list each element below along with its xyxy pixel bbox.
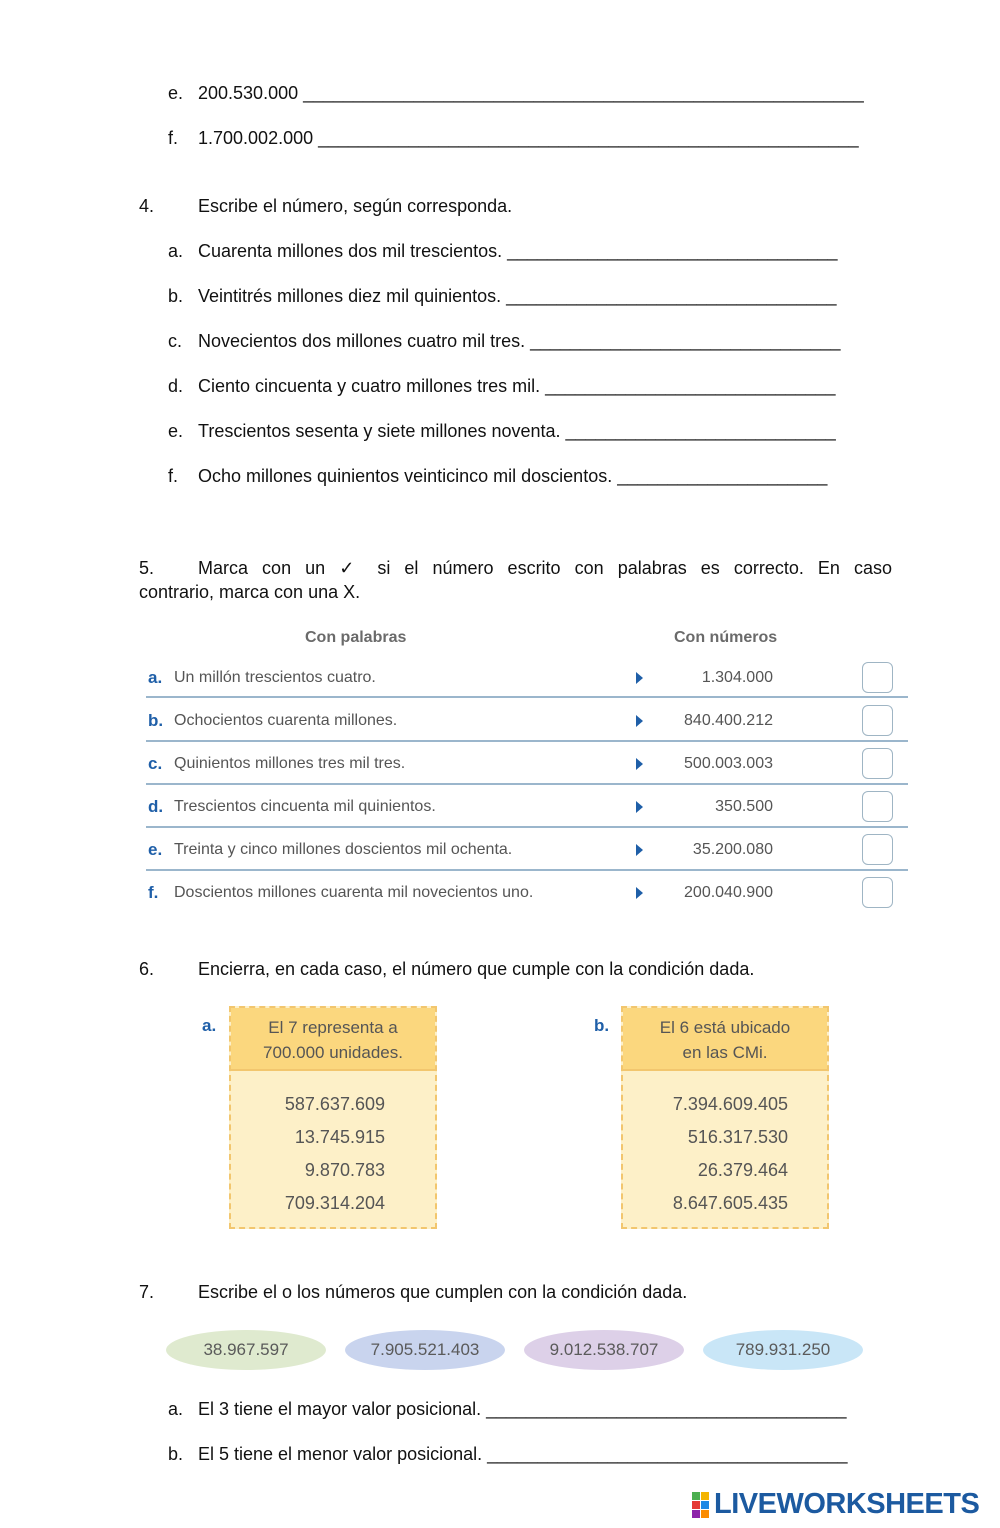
arrow-right-icon: [636, 715, 643, 727]
row-letter: a.: [148, 668, 163, 687]
arrow-right-icon: [636, 758, 643, 770]
card-number[interactable]: 587.637.609: [284, 1094, 385, 1114]
row-words: Trescientos cincuenta mil quinientos.: [174, 798, 436, 815]
table-row: [146, 656, 908, 699]
answer-line[interactable]: El 5 tiene el menor valor posicional. ____________________________________: [198, 1444, 848, 1464]
condition-card: [229, 1006, 437, 1229]
row-words: Treinta y cinco millones doscientos mil ochenta.: [174, 841, 513, 858]
item-letter: e.: [168, 83, 184, 103]
question-title: Escribe el número, según corresponda.: [198, 196, 513, 216]
number-oval: 38.967.597: [166, 1330, 326, 1370]
row-number: 200.040.900: [684, 884, 773, 901]
card-letter: b.: [594, 1016, 610, 1035]
item-letter: e.: [168, 421, 184, 441]
question-number: 5.: [139, 558, 155, 578]
row-words: Un millón trescientos cuatro.: [174, 669, 376, 686]
item-letter: b.: [168, 1444, 184, 1464]
card-number[interactable]: 7.394.609.405: [672, 1094, 788, 1114]
question-title-continued: contrario, marca con una X.: [139, 582, 361, 602]
row-words: Quinientos millones tres mil tres.: [174, 755, 406, 772]
column-header-numbers: Con números: [674, 629, 778, 646]
check-box[interactable]: [862, 877, 893, 908]
arrow-right-icon: [636, 672, 643, 684]
check-box[interactable]: [862, 705, 893, 736]
question-number: 7.: [139, 1282, 155, 1302]
answer-line[interactable]: Ciento cincuenta y cuatro millones tres mil. _____________________________: [198, 376, 836, 396]
row-letter: f.: [148, 883, 159, 902]
condition-card: [621, 1006, 829, 1229]
card-header: [231, 1008, 435, 1071]
table-row: [146, 742, 908, 785]
answer-line[interactable]: El 3 tiene el mayor valor posicional. ____________________________________: [198, 1399, 847, 1419]
row-letter: d.: [148, 797, 164, 816]
question-title: Escribe el o los números que cumplen con la condición dada.: [198, 1282, 688, 1302]
item-letter: a.: [168, 1399, 184, 1419]
row-letter: e.: [148, 840, 163, 859]
row-letter: c.: [148, 754, 163, 773]
card-condition-line1: El 6 está ubicado: [659, 1018, 791, 1037]
table-row: [146, 699, 908, 742]
arrow-right-icon: [636, 844, 643, 856]
check-box[interactable]: [862, 791, 893, 822]
answer-line[interactable]: Ocho millones quinientos veinticinco mil doscientos. _____________________: [198, 466, 828, 486]
item-letter: c.: [168, 331, 183, 351]
check-box[interactable]: [862, 748, 893, 779]
arrow-right-icon: [636, 887, 643, 899]
row-words: Ochocientos cuarenta millones.: [174, 712, 398, 729]
card-number[interactable]: 9.870.783: [304, 1160, 385, 1180]
item-letter: f.: [168, 466, 179, 486]
answer-line[interactable]: Novecientos dos millones cuatro mil tres. _______________________________: [198, 331, 841, 351]
number-oval: 789.931.250: [703, 1330, 863, 1370]
check-box[interactable]: [862, 662, 893, 693]
liveworksheets-logo-icon: [692, 1492, 710, 1518]
question-number: 6.: [139, 959, 155, 979]
check-box[interactable]: [862, 834, 893, 865]
card-condition-line1: El 7 representa a: [268, 1018, 398, 1037]
row-divider: [146, 696, 908, 698]
row-words: Doscientos millones cuarenta mil novecientos uno.: [174, 884, 534, 901]
question-number: 4.: [139, 196, 155, 216]
arrow-right-icon: [636, 801, 643, 813]
answer-line[interactable]: Trescientos sesenta y siete millones noventa. ___________________________: [198, 421, 836, 441]
card-number[interactable]: 13.745.915: [294, 1127, 385, 1147]
row-letter: b.: [148, 711, 164, 730]
column-header-words: Con palabras: [305, 629, 407, 646]
table-row: [146, 871, 908, 914]
item-text[interactable]: 1.700.002.000 ______________________________________________________: [198, 128, 859, 148]
question-title: Encierra, en cada caso, el número que cumple con la condición dada.: [198, 959, 755, 979]
item-letter: b.: [168, 286, 184, 306]
item-letter: a.: [168, 241, 184, 261]
table-row: [146, 785, 908, 828]
card-condition-line2: 700.000 unidades.: [263, 1043, 403, 1062]
answer-line[interactable]: Veintitrés millones diez mil quinientos. _________________________________: [198, 286, 837, 306]
row-number: 35.200.080: [692, 841, 773, 858]
answer-line[interactable]: Cuarenta millones dos mil trescientos. _________________________________: [198, 241, 838, 261]
card-number[interactable]: 516.317.530: [687, 1127, 788, 1147]
card-number[interactable]: 26.379.464: [697, 1160, 788, 1180]
item-letter: f.: [168, 128, 179, 148]
card-header: [623, 1008, 827, 1071]
row-number: 500.003.003: [684, 755, 773, 772]
card-condition-line2: en las CMi.: [682, 1043, 768, 1062]
row-number: 840.400.212: [684, 712, 773, 729]
number-oval: 7.905.521.403: [345, 1330, 505, 1370]
row-number: 350.500: [715, 798, 773, 815]
row-number: 1.304.000: [701, 669, 773, 686]
card-number[interactable]: 709.314.204: [284, 1193, 385, 1213]
number-oval: 9.012.538.707: [524, 1330, 684, 1370]
question-title: Marca con un ✓ si el número escrito con palabras es correcto. En caso: [198, 558, 892, 578]
item-letter: d.: [168, 376, 184, 396]
table-row: [146, 828, 908, 871]
card-letter: a.: [202, 1016, 217, 1035]
watermark-text: LIVEWORKSHEETS: [714, 1488, 980, 1520]
item-text[interactable]: 200.530.000 ________________________________________________________: [198, 83, 864, 103]
card-number[interactable]: 8.647.605.435: [672, 1193, 788, 1213]
